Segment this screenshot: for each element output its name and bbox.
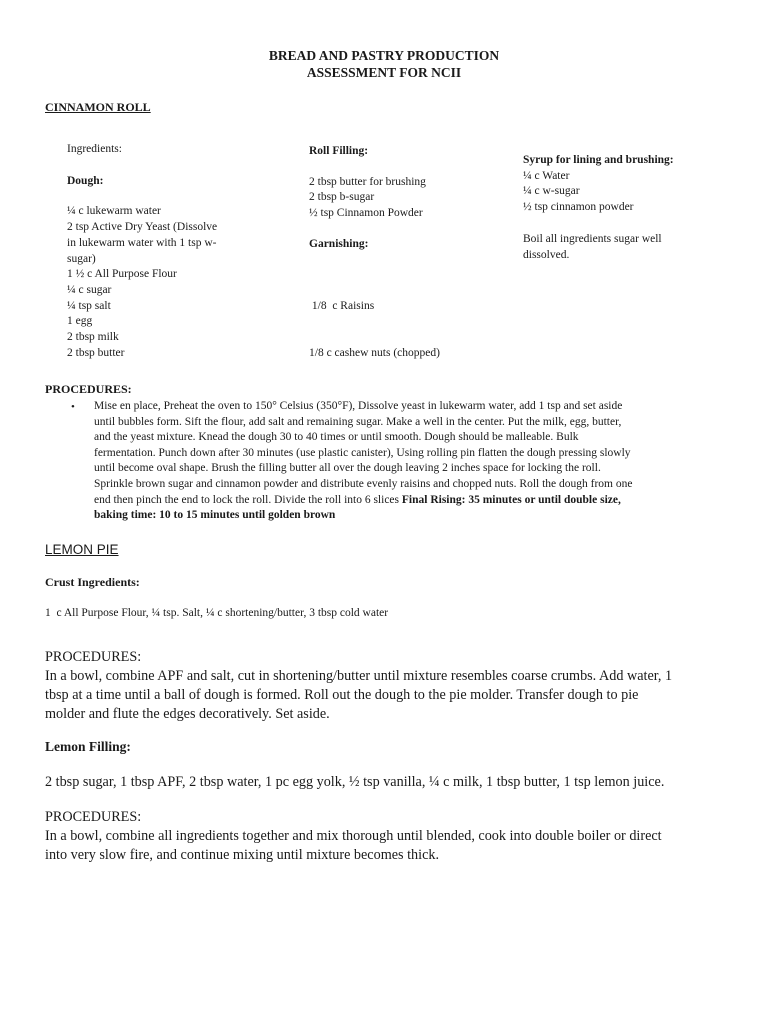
procedure-line: until bubbles form. Sift the flour, add salt and remaining sugar. Make a well in the center. Put the milk, egg, butter, (94, 415, 622, 428)
list-item: 2 tbsp b-sugar (309, 191, 375, 204)
syrup-list (523, 169, 674, 216)
final-rising-note: Final Rising: 35 minutes or until double size, (401, 493, 621, 506)
dough-label: Dough: (67, 174, 104, 187)
syrup-label: Syrup for lining and brushing: (523, 154, 674, 166)
list-item: 2 tbsp butter (67, 346, 125, 359)
procedure-line: Sprinkle brown sugar and cinnamon powder and distribute evenly raisins and chopped nuts. Roll the dough from one (94, 477, 633, 490)
dough-column (67, 142, 217, 361)
roll-filling-list (309, 175, 440, 222)
roll-filling-label: Roll Filling: (309, 145, 369, 157)
list-item: ¼ c Water (523, 169, 570, 182)
list-item: 2 tbsp butter for brushing (309, 175, 426, 188)
syrup-note (523, 232, 674, 263)
list-item: 1 ½ c All Purpose Flour (67, 268, 177, 281)
list-item: ¼ tsp salt (67, 299, 111, 312)
procedure-line (94, 493, 754, 509)
syrup-column (523, 153, 674, 263)
list-item: 1/8 c cashew nuts (chopped) (309, 347, 440, 360)
pie-procedures-label: PROCEDURES: (45, 649, 142, 665)
list-item: 2 tbsp milk (67, 331, 119, 344)
crust-ingredients-label: Crust Ingredients: (45, 575, 140, 589)
procedure-line: In a bowl, combine APF and salt, cut in shortening/butter until mixture resembles coarse crumbs. Add water, 1 (45, 668, 673, 684)
filling-procedures-label: PROCEDURES: (45, 809, 142, 825)
pie-procedure-text (45, 667, 672, 724)
cinnamon-roll-heading: CINNAMON ROLL (45, 100, 151, 114)
list-item: 1 egg (67, 315, 93, 328)
procedure-line: tbsp at a time until a ball of dough is formed. Roll out the dough to the pie molder. Transfer dough to pie (45, 687, 639, 703)
procedure-line: Mise en place, Preheat the oven to 150° Celsius (350°F), Dissolve yeast in lukewarm water, add 1 tsp and set aside (94, 400, 623, 412)
list-item: 2 tsp Active Dry Yeast (Dissolve (67, 221, 218, 234)
document-title-line2: ASSESSMENT FOR NCII (306, 65, 462, 80)
list-item: ¼ c w-sugar (523, 185, 580, 198)
dough-list (67, 204, 217, 361)
procedure-line: In a bowl, combine all ingredients together and mix thorough until blended, cook into double boiler or direct (45, 828, 662, 844)
procedure-line: until become oval shape. Brush the filling butter all over the dough leaving 2 inches space for locking the roll. (94, 462, 601, 475)
lemon-filling-text: 2 tbsp sugar, 1 tbsp APF, 2 tbsp water, 1 pc egg yolk, ½ tsp vanilla, ¼ c milk, 1 tbsp butter, 1 tsp lemon juice. (45, 774, 665, 790)
list-item: ¼ c lukewarm water (67, 205, 161, 218)
crust-ingredients-text: 1 c All Purpose Flour, ¼ tsp. Salt, ¼ c shortening/butter, 3 tbsp cold water (45, 607, 389, 619)
procedure-line: molder and flute the edges decoratively. Set aside. (45, 706, 330, 722)
syrup-note-line: Boil all ingredients sugar well (523, 232, 662, 245)
garnishing-label: Garnishing: (309, 237, 369, 250)
lemon-pie-heading: LEMON PIE (45, 542, 119, 557)
lemon-filling-label: Lemon Filling: (45, 739, 131, 754)
garnishing-list (309, 268, 440, 394)
procedure-text: end then pinch the end to lock the roll. Divide the roll into 6 slices (94, 493, 402, 506)
list-item: in lukewarm water with 1 tsp w- (67, 236, 217, 249)
list-item: 1/8 c Raisins (309, 299, 375, 312)
procedure-line: into very slow fire, and continue mixing until mixture becomes thick. (45, 847, 440, 863)
filling-procedure-text (45, 827, 662, 865)
procedure-line: fermentation. Punch down after 30 minutes (use plastic canister), Using rolling pin flatten the dough pressing slowly (94, 446, 631, 459)
bullet-icon: • (71, 401, 75, 413)
cinnamon-procedure-text (94, 399, 754, 524)
syrup-note-line: dissolved. (523, 248, 570, 261)
list-item: ¼ c sugar (67, 283, 112, 296)
list-item: ½ tsp cinnamon powder (523, 201, 634, 214)
procedure-line: and the yeast mixture. Knead the dough 30 to 40 times or until smooth. Dough should be malleable. Bulk (94, 431, 579, 444)
filling-column (309, 144, 440, 393)
document-title-line1: BREAD AND PASTRY PRODUCTION (268, 48, 500, 63)
cinnamon-procedures-label: PROCEDURES: (45, 382, 132, 396)
baking-time-note: baking time: 10 to 15 minutes until golden brown (94, 509, 336, 522)
ingredients-label: Ingredients: (67, 143, 122, 155)
list-item: ½ tsp Cinnamon Powder (309, 207, 423, 220)
list-item: sugar) (67, 252, 96, 265)
